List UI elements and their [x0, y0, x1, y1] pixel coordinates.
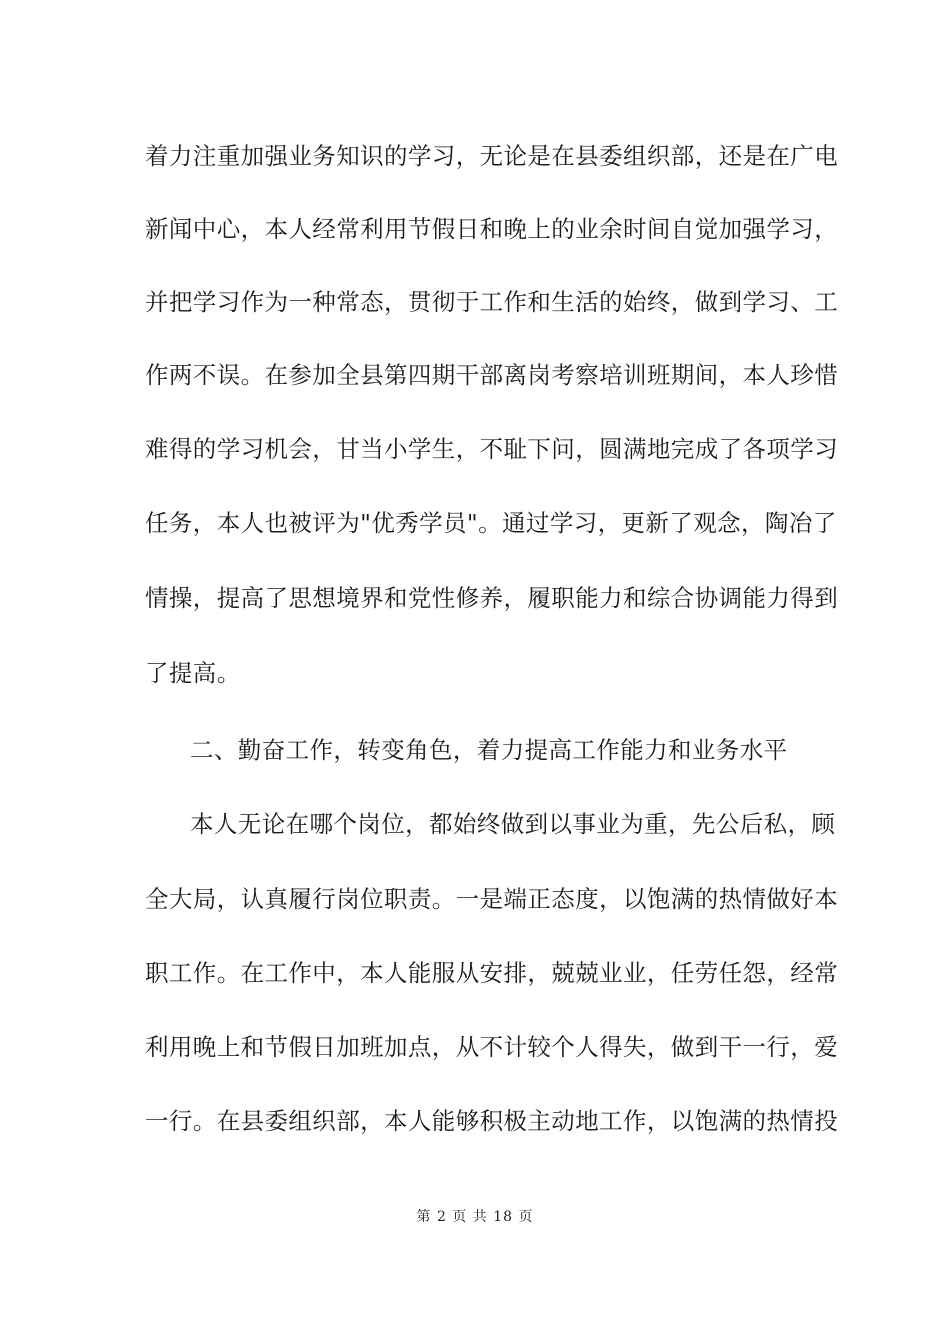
text-line: 利用晚上和节假日加班加点，从不计较个人得失，做到干一行，爱	[145, 1033, 839, 1061]
text-line: 情操，提高了思想境界和党性修养，履职能力和综合协调能力得到	[145, 584, 839, 612]
text-line: 本人无论在哪个岗位，都始终做到以事业为重，先公后私，顾	[190, 810, 836, 838]
text-line: 了提高。	[145, 659, 241, 687]
text-line: 一行。在县委组织部，本人能够积极主动地工作，以饱满的热情投	[145, 1107, 839, 1135]
section-heading: 二、勤奋工作，转变角色，着力提高工作能力和业务水平	[190, 736, 788, 764]
text-line: 新闻中心，本人经常利用节假日和晚上的业余时间自觉加强学习，	[145, 215, 839, 243]
text-line: 着力注重加强业务知识的学习，无论是在县委组织部，还是在广电	[145, 142, 839, 170]
page-number-footer: 第 2 页 共 18 页	[416, 1209, 534, 1225]
text-line: 任务，本人也被评为"优秀学员"。通过学习，更新了观念，陶冶了	[145, 509, 837, 537]
text-line: 职工作。在工作中，本人能服从安排，兢兢业业，任劳任怨，经常	[145, 959, 839, 987]
text-line: 难得的学习机会，甘当小学生，不耻下问，圆满地完成了各项学习	[145, 435, 839, 463]
text-line: 作两不误。在参加全县第四期干部离岗考察培训班期间，本人珍惜	[145, 361, 839, 389]
text-line: 全大局，认真履行岗位职责。一是端正态度，以饱满的热情做好本	[145, 885, 839, 913]
text-line: 并把学习作为一种常态，贯彻于工作和生活的始终，做到学习、工	[145, 288, 839, 316]
